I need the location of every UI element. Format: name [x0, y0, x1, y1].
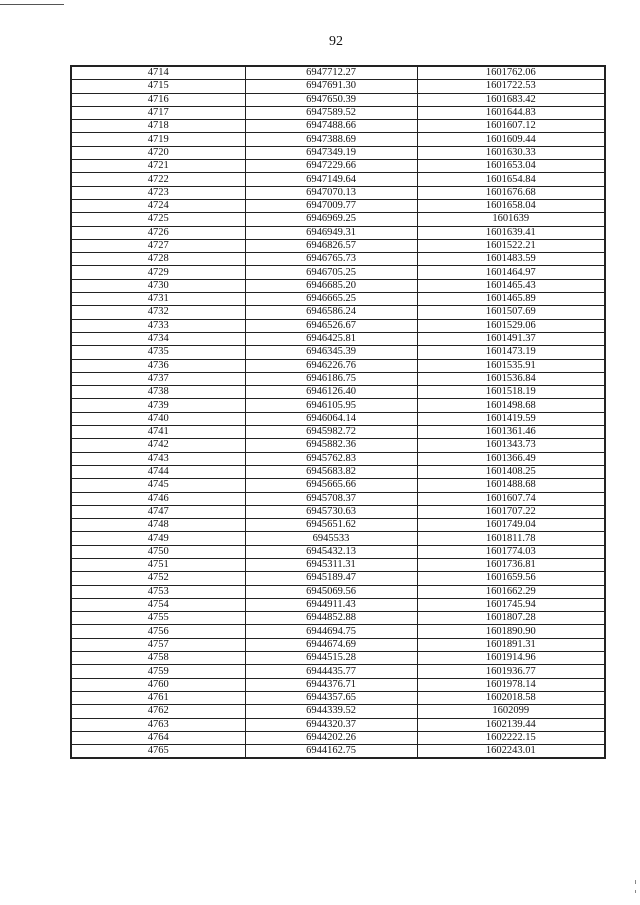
point-number-cell: 4733: [71, 319, 245, 332]
y-coordinate-cell: 1601529.06: [417, 319, 605, 332]
table-row: [71, 146, 605, 159]
table-row: [71, 558, 605, 571]
table-row: [71, 80, 605, 93]
y-coordinate-cell: 1601464.97: [417, 266, 605, 279]
point-number-cell: 4738: [71, 386, 245, 399]
y-coordinate-cell: 1601811.78: [417, 532, 605, 545]
x-coordinate-cell: 6946705.25: [245, 266, 417, 279]
table-row: [71, 678, 605, 691]
y-coordinate-cell: 1601535.91: [417, 359, 605, 372]
point-number-cell: 4723: [71, 186, 245, 199]
x-coordinate-cell: 6946126.40: [245, 386, 417, 399]
point-number-cell: 4765: [71, 745, 245, 759]
edge-mark: [635, 880, 636, 884]
y-coordinate-cell: 1601936.77: [417, 665, 605, 678]
y-coordinate-cell: 1601465.89: [417, 293, 605, 306]
x-coordinate-cell: 6945533: [245, 532, 417, 545]
x-coordinate-cell: 6946345.39: [245, 346, 417, 359]
point-number-cell: 4752: [71, 572, 245, 585]
point-number-cell: 4728: [71, 253, 245, 266]
y-coordinate-cell: 1602243.01: [417, 745, 605, 759]
table-row: [71, 439, 605, 452]
table-row: [71, 465, 605, 478]
y-coordinate-cell: 1601659.56: [417, 572, 605, 585]
x-coordinate-cell: 6944339.52: [245, 705, 417, 718]
point-number-cell: 4731: [71, 293, 245, 306]
edge-mark: [635, 890, 636, 893]
x-coordinate-cell: 6945762.83: [245, 452, 417, 465]
x-coordinate-cell: 6947349.19: [245, 146, 417, 159]
x-coordinate-cell: 6947070.13: [245, 186, 417, 199]
x-coordinate-cell: 6946685.20: [245, 279, 417, 292]
point-number-cell: 4732: [71, 306, 245, 319]
point-number-cell: 4719: [71, 133, 245, 146]
table-row: [71, 186, 605, 199]
y-coordinate-cell: 1601978.14: [417, 678, 605, 691]
table-row: [71, 346, 605, 359]
x-coordinate-cell: 6946526.67: [245, 319, 417, 332]
point-number-cell: 4758: [71, 652, 245, 665]
table-row: [71, 705, 605, 718]
x-coordinate-cell: 6944376.71: [245, 678, 417, 691]
table-row: [71, 691, 605, 704]
point-number-cell: 4763: [71, 718, 245, 731]
table-row: [71, 93, 605, 106]
coordinates-table-body: [71, 66, 605, 758]
x-coordinate-cell: 6947388.69: [245, 133, 417, 146]
point-number-cell: 4743: [71, 452, 245, 465]
point-number-cell: 4722: [71, 173, 245, 186]
table-row: [71, 386, 605, 399]
x-coordinate-cell: 6945708.37: [245, 492, 417, 505]
point-number-cell: 4737: [71, 372, 245, 385]
y-coordinate-cell: 1601745.94: [417, 598, 605, 611]
point-number-cell: 4740: [71, 412, 245, 425]
y-coordinate-cell: 1601491.37: [417, 332, 605, 345]
point-number-cell: 4750: [71, 545, 245, 558]
x-coordinate-cell: 6945189.47: [245, 572, 417, 585]
point-number-cell: 4761: [71, 691, 245, 704]
point-number-cell: 4726: [71, 226, 245, 239]
x-coordinate-cell: 6944674.69: [245, 638, 417, 651]
table-row: [71, 279, 605, 292]
x-coordinate-cell: 6947488.66: [245, 120, 417, 133]
x-coordinate-cell: 6947712.27: [245, 66, 417, 80]
y-coordinate-cell: 1602222.15: [417, 731, 605, 744]
table-row: [71, 120, 605, 133]
table-row: [71, 293, 605, 306]
point-number-cell: 4714: [71, 66, 245, 80]
x-coordinate-cell: 6946969.25: [245, 213, 417, 226]
y-coordinate-cell: 1601343.73: [417, 439, 605, 452]
table-row: [71, 665, 605, 678]
y-coordinate-cell: 1601774.03: [417, 545, 605, 558]
point-number-cell: 4715: [71, 80, 245, 93]
y-coordinate-cell: 1601607.12: [417, 120, 605, 133]
y-coordinate-cell: 1601408.25: [417, 465, 605, 478]
coordinates-table: [70, 65, 606, 759]
table-row: [71, 731, 605, 744]
x-coordinate-cell: 6946765.73: [245, 253, 417, 266]
point-number-cell: 4716: [71, 93, 245, 106]
point-number-cell: 4751: [71, 558, 245, 571]
y-coordinate-cell: 1601644.83: [417, 106, 605, 119]
y-coordinate-cell: 1601536.84: [417, 372, 605, 385]
x-coordinate-cell: 6944515.28: [245, 652, 417, 665]
point-number-cell: 4762: [71, 705, 245, 718]
point-number-cell: 4717: [71, 106, 245, 119]
table-row: [71, 612, 605, 625]
point-number-cell: 4760: [71, 678, 245, 691]
point-number-cell: 4744: [71, 465, 245, 478]
y-coordinate-cell: 1601736.81: [417, 558, 605, 571]
y-coordinate-cell: 1601891.31: [417, 638, 605, 651]
table-row: [71, 239, 605, 252]
y-coordinate-cell: 1601473.19: [417, 346, 605, 359]
table-row: [71, 226, 605, 239]
y-coordinate-cell: 1601639: [417, 213, 605, 226]
y-coordinate-cell: 1602018.58: [417, 691, 605, 704]
y-coordinate-cell: 1601366.49: [417, 452, 605, 465]
table-row: [71, 625, 605, 638]
table-row: [71, 492, 605, 505]
table-row: [71, 133, 605, 146]
x-coordinate-cell: 6946064.14: [245, 412, 417, 425]
point-number-cell: 4757: [71, 638, 245, 651]
point-number-cell: 4754: [71, 598, 245, 611]
y-coordinate-cell: 1601749.04: [417, 519, 605, 532]
x-coordinate-cell: 6944694.75: [245, 625, 417, 638]
table-row: [71, 638, 605, 651]
y-coordinate-cell: 1601762.06: [417, 66, 605, 80]
y-coordinate-cell: 1601630.33: [417, 146, 605, 159]
point-number-cell: 4759: [71, 665, 245, 678]
y-coordinate-cell: 1601722.53: [417, 80, 605, 93]
x-coordinate-cell: 6945069.56: [245, 585, 417, 598]
point-number-cell: 4745: [71, 479, 245, 492]
table-row: [71, 519, 605, 532]
top-rule-line: [0, 4, 64, 5]
x-coordinate-cell: 6945651.62: [245, 519, 417, 532]
point-number-cell: 4746: [71, 492, 245, 505]
point-number-cell: 4736: [71, 359, 245, 372]
x-coordinate-cell: 6946226.76: [245, 359, 417, 372]
point-number-cell: 4721: [71, 160, 245, 173]
y-coordinate-cell: 1601683.42: [417, 93, 605, 106]
point-number-cell: 4718: [71, 120, 245, 133]
x-coordinate-cell: 6947589.52: [245, 106, 417, 119]
x-coordinate-cell: 6944852.88: [245, 612, 417, 625]
table-row: [71, 319, 605, 332]
y-coordinate-cell: 1602099: [417, 705, 605, 718]
point-number-cell: 4734: [71, 332, 245, 345]
y-coordinate-cell: 1601465.43: [417, 279, 605, 292]
table-row: [71, 106, 605, 119]
y-coordinate-cell: 1601676.68: [417, 186, 605, 199]
x-coordinate-cell: 6947691.30: [245, 80, 417, 93]
x-coordinate-cell: 6944911.43: [245, 598, 417, 611]
x-coordinate-cell: 6945683.82: [245, 465, 417, 478]
table-row: [71, 66, 605, 80]
y-coordinate-cell: 1601419.59: [417, 412, 605, 425]
y-coordinate-cell: 1601658.04: [417, 199, 605, 212]
x-coordinate-cell: 6946826.57: [245, 239, 417, 252]
x-coordinate-cell: 6946105.95: [245, 399, 417, 412]
table-row: [71, 572, 605, 585]
y-coordinate-cell: 1601498.68: [417, 399, 605, 412]
point-number-cell: 4724: [71, 199, 245, 212]
y-coordinate-cell: 1601707.22: [417, 505, 605, 518]
x-coordinate-cell: 6947229.66: [245, 160, 417, 173]
point-number-cell: 4730: [71, 279, 245, 292]
y-coordinate-cell: 1601488.68: [417, 479, 605, 492]
table-row: [71, 266, 605, 279]
table-row: [71, 426, 605, 439]
x-coordinate-cell: 6944202.26: [245, 731, 417, 744]
y-coordinate-cell: 1601914.96: [417, 652, 605, 665]
x-coordinate-cell: 6947009.77: [245, 199, 417, 212]
y-coordinate-cell: 1601653.04: [417, 160, 605, 173]
y-coordinate-cell: 1601518.19: [417, 386, 605, 399]
x-coordinate-cell: 6946949.31: [245, 226, 417, 239]
point-number-cell: 4742: [71, 439, 245, 452]
y-coordinate-cell: 1601662.29: [417, 585, 605, 598]
table-row: [71, 372, 605, 385]
point-number-cell: 4739: [71, 399, 245, 412]
x-coordinate-cell: 6944320.37: [245, 718, 417, 731]
table-row: [71, 745, 605, 759]
x-coordinate-cell: 6945882.36: [245, 439, 417, 452]
point-number-cell: 4748: [71, 519, 245, 532]
table-row: [71, 532, 605, 545]
table-row: [71, 505, 605, 518]
table-row: [71, 399, 605, 412]
y-coordinate-cell: 1601639.41: [417, 226, 605, 239]
point-number-cell: 4764: [71, 731, 245, 744]
x-coordinate-cell: 6946425.81: [245, 332, 417, 345]
x-coordinate-cell: 6947650.39: [245, 93, 417, 106]
y-coordinate-cell: 1601654.84: [417, 173, 605, 186]
x-coordinate-cell: 6945665.66: [245, 479, 417, 492]
x-coordinate-cell: 6946665.25: [245, 293, 417, 306]
point-number-cell: 4725: [71, 213, 245, 226]
y-coordinate-cell: 1601483.59: [417, 253, 605, 266]
point-number-cell: 4749: [71, 532, 245, 545]
table-row: [71, 718, 605, 731]
point-number-cell: 4741: [71, 426, 245, 439]
x-coordinate-cell: 6946186.75: [245, 372, 417, 385]
table-row: [71, 652, 605, 665]
table-row: [71, 585, 605, 598]
x-coordinate-cell: 6945982.72: [245, 426, 417, 439]
point-number-cell: 4729: [71, 266, 245, 279]
x-coordinate-cell: 6944357.65: [245, 691, 417, 704]
table-row: [71, 479, 605, 492]
table-row: [71, 173, 605, 186]
table-row: [71, 412, 605, 425]
x-coordinate-cell: 6945432.13: [245, 545, 417, 558]
table-row: [71, 306, 605, 319]
table-row: [71, 545, 605, 558]
point-number-cell: 4755: [71, 612, 245, 625]
page-number: 92: [329, 34, 343, 49]
table-row: [71, 213, 605, 226]
y-coordinate-cell: 1601507.69: [417, 306, 605, 319]
table-row: [71, 160, 605, 173]
y-coordinate-cell: 1602139.44: [417, 718, 605, 731]
point-number-cell: 4756: [71, 625, 245, 638]
x-coordinate-cell: 6946586.24: [245, 306, 417, 319]
y-coordinate-cell: 1601609.44: [417, 133, 605, 146]
table-row: [71, 452, 605, 465]
point-number-cell: 4720: [71, 146, 245, 159]
y-coordinate-cell: 1601807.28: [417, 612, 605, 625]
table-row: [71, 199, 605, 212]
point-number-cell: 4727: [71, 239, 245, 252]
y-coordinate-cell: 1601607.74: [417, 492, 605, 505]
y-coordinate-cell: 1601361.46: [417, 426, 605, 439]
x-coordinate-cell: 6944162.75: [245, 745, 417, 759]
x-coordinate-cell: 6945730.63: [245, 505, 417, 518]
y-coordinate-cell: 1601522.21: [417, 239, 605, 252]
point-number-cell: 4753: [71, 585, 245, 598]
x-coordinate-cell: 6945311.31: [245, 558, 417, 571]
point-number-cell: 4735: [71, 346, 245, 359]
x-coordinate-cell: 6944435.77: [245, 665, 417, 678]
x-coordinate-cell: 6947149.64: [245, 173, 417, 186]
table-row: [71, 253, 605, 266]
point-number-cell: 4747: [71, 505, 245, 518]
table-row: [71, 332, 605, 345]
table-row: [71, 598, 605, 611]
y-coordinate-cell: 1601890.90: [417, 625, 605, 638]
table-row: [71, 359, 605, 372]
